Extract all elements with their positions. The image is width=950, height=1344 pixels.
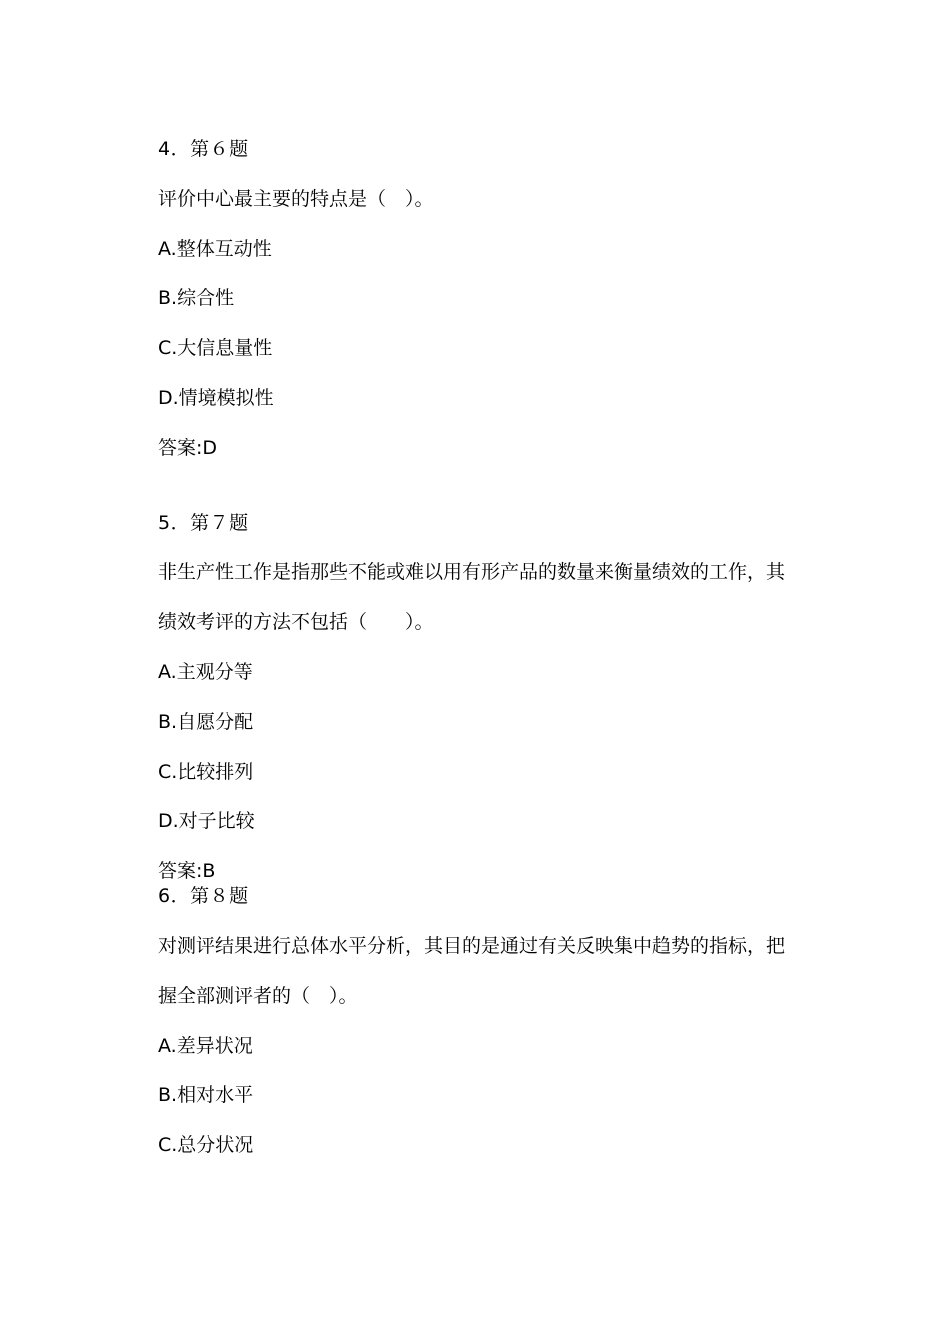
question-block [158,136,798,510]
question-number: 5．第７题 [158,511,249,534]
answer: 答案:D [158,436,218,459]
question-block [158,510,798,884]
question-block [158,883,798,1257]
question-stem: 评价中心最主要的特点是（ ）。 [158,187,434,210]
option-c: C.大信息量性 [158,337,273,360]
option-d: D.对子比较 [158,810,255,833]
question-stem: 握全部测评者的（ ）。 [158,984,358,1007]
option-d: D.情境模拟性 [158,386,274,409]
answer: 答案:B [158,860,216,883]
question-stem: 对测评结果进行总体水平分析，其目的是通过有关反映集中趋势的指标，把 [158,934,786,957]
question-stem: 非生产性工作是指那些不能或难以用有形产品的数量来衡量绩效的工作，其 [158,561,786,584]
option-b: B.综合性 [158,287,235,310]
option-b: B.相对水平 [158,1084,254,1107]
option-a: A.整体互动性 [158,237,272,260]
option-c: C.比较排列 [158,760,254,783]
question-number: 4．第６题 [158,138,249,160]
option-c: C.总分状况 [158,1134,254,1157]
question-number: 6．第８题 [158,885,249,908]
option-a: A.差异状况 [158,1034,253,1057]
document-page [158,136,798,1257]
option-a: A.主观分等 [158,660,253,683]
question-stem: 绩效考评的方法不包括（ ）。 [158,611,434,634]
option-b: B.自愿分配 [158,710,254,733]
